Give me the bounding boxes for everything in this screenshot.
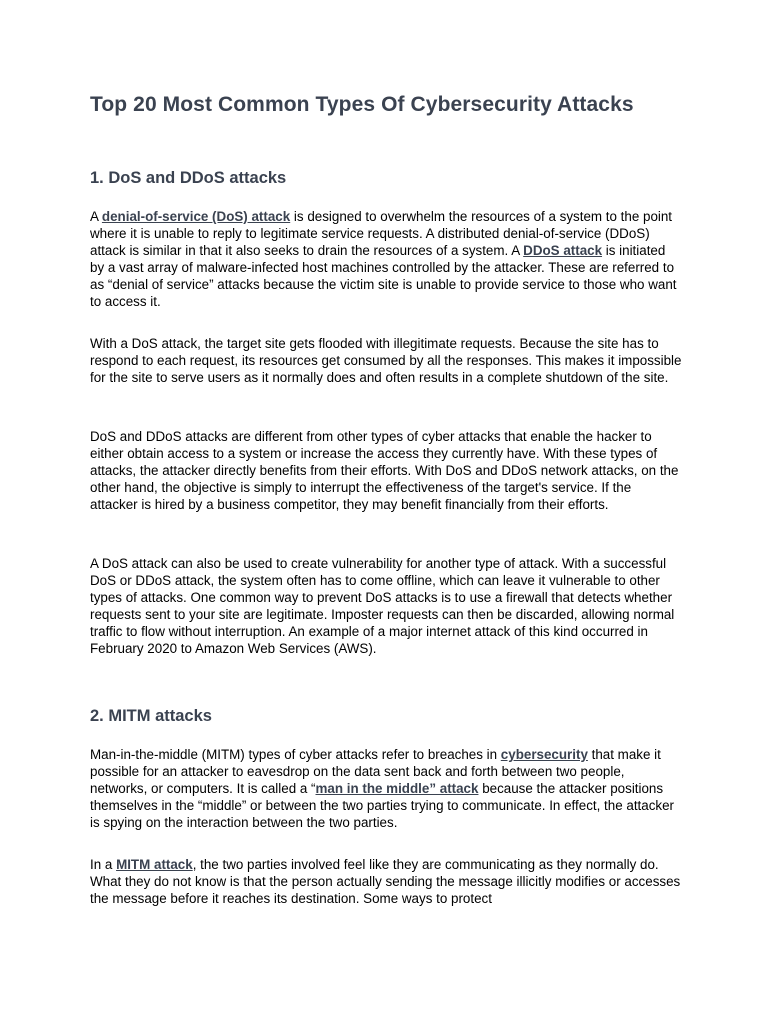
paragraph: A DoS attack can also be used to create vulnerability for another type of attack. With a successful DoS or DDoS attack, the system often has to come offline, which can leave it vulnerable to other types of attacks. One common way to prevent DoS attacks is to use a firewall that detects whether requests sent to your site are legitimate. Imposter requests can then be discarded, allowing normal traffic to flow without interruption. An example of a major internet attack of this kind occurred in February 2020 to Amazon Web Services (AWS). <box>90 556 675 657</box>
paragraph <box>90 746 682 831</box>
paragraph-text: A <box>90 209 102 224</box>
paragraph-text: In a <box>90 857 117 872</box>
paragraph <box>90 856 682 907</box>
paragraph: With a DoS attack, the target site gets flooded with illegitimate requests. Because the site has to respond to each request, its resources get consumed by all the responses. This makes it impossible for the site to serve users as it normally does and often results in a complete shutdown of the site. <box>90 336 682 386</box>
paragraph-text: is designed to overwhelm the resources of a system to the point where it is unable to reply to legitimate service requests. A distributed denial-of-service (DDoS) attack is similar in that it also seeks to drain the resources of a system. A <box>90 209 673 259</box>
link-ddos-attack[interactable]: DDoS attack <box>523 243 603 259</box>
section-heading-mitm: 2. MITM attacks <box>90 707 212 725</box>
paragraph: DoS and DDoS attacks are different from other types of cyber attacks that enable the hacker to either obtain access to a system or increase the access they currently have. With these types of attacks, the attacker directly benefits from their efforts. With DoS and DDoS network attacks, on the other hand, the objective is simply to interrupt the effectiveness of the target's service. If the attacker is hired by a business competitor, they may benefit financially from their efforts. <box>90 429 679 513</box>
paragraph-text: Man-in-the-middle (MITM) types of cyber attacks refer to breaches in <box>90 747 501 762</box>
document-title: Top 20 Most Common Types Of Cybersecurity Attacks <box>90 93 634 116</box>
link-mitm-attack[interactable]: MITM attack <box>116 857 193 872</box>
paragraph-text: that make it possible for an attacker to eavesdrop on the data sent back and forth between two people, networks, or computers. It is called a “ <box>90 747 661 797</box>
section-heading-dos-ddos: 1. DoS and DDoS attacks <box>90 169 287 187</box>
paragraph-text: , the two parties involved feel like they are communicating as they normally do. What they do not know is that the person actually sending the message illicitly modifies or accesses the message before it reaches its destination. Some ways to protect <box>90 857 681 907</box>
link-denial-of-service-attack[interactable]: denial-of-service (DoS) attack <box>101 209 291 224</box>
link-cybersecurity[interactable]: cybersecurity <box>500 747 588 762</box>
paragraph <box>90 208 682 311</box>
paragraph-text: because the attacker positions themselves in the “middle” or between the two parties trying to communicate. In effect, the attacker is spying on the interaction between the two parties. <box>90 781 675 831</box>
link-man-in-the-middle-attack[interactable]: man in the middle” attack <box>315 781 479 797</box>
paragraph-text: is initiated by a vast array of malware-infected host machines controlled by the attacker. These are referred to as “denial of service” attacks because the victim site is unable to provide service to those who want to access it. <box>90 243 677 310</box>
